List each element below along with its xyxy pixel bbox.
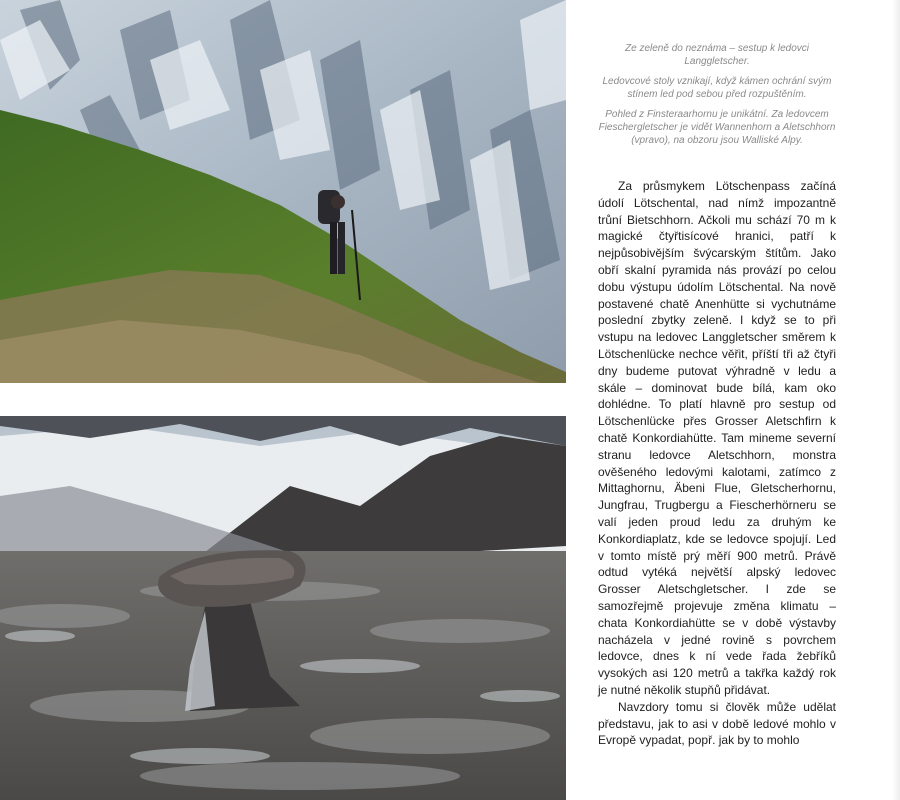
photo-glacier-table: [0, 416, 566, 800]
paragraph-2: Navzdory tomu si člověk může udělat představu, jak to asi v době ledové mohlo v Evropě vypadat, popř. jak by to mohlo: [598, 699, 836, 748]
caption-1: Ze zeleně do neznáma – sestup k ledovci Langgletscher.: [625, 43, 809, 67]
caption-3: Pohled z Finsteraarhornu je unikátní. Za ledovcem Fieschergletscher je vidět Wannenhorn a Aletschhorn (vpravo), na obzoru jsou Walliské Alpy.: [598, 109, 836, 146]
page-edge: [892, 0, 900, 800]
photo-glacier-table-image: [0, 416, 566, 800]
article-body: [598, 178, 836, 749]
photo-hiker-glacier-image: [0, 0, 566, 383]
caption-2: Ledovcové stoly vznikají, když kámen ochrání svým stínem led pod sebou před rozpuštěním.: [602, 76, 832, 100]
photo-hiker-glacier: [0, 0, 566, 383]
photo-captions: [592, 42, 842, 154]
paragraph-1: Za průsmykem Lötschenpass začíná údolí Lötschental, nad nímž impozantně trůní Bietschhorn. Ačkoli mu schází 70 m k magické čtyřtisícové hranici, patří k nejpůsobivějším švýcarským štítům. Jako obří skalní pyramida nás provází po celou dobu výstupu údolím Lötschental. Na nově postavené chatě Anenhütte si vychutnáme poslední zbytky zeleně. I když se to při vstupu na ledovec Langgletscher směrem k Lötschenlücke nechce věřit, příští tři až čtyři dny budeme putovat výhradně v ledu a skále – dominovat bude bílá, kam oko dohlédne. To platí hlavně pro sestup od Lötschenlücke přes Grosser Aletschfirn k chatě Konkordiahütte. Tam mineme severní stranu ledovce Aletschhorn, monstra ověšeného ledovými kalotami, zatímco z Mittaghornu, Äbeni Flue, Gletscherhornu, Jungfrau, Trugbergu a Fiescherhörneru se valí jeden proud ledu za druhým ke Konkordiaplatz, kde se ledovce spojují. Led v tomto místě prý měří 900 metrů. Právě odtud vytéká největší alpský ledovec Grosser Aletschgletscher. I zde se samozřejmě projevuje změna klimatu – chata Konkordiahütte se v době výstavby nacházela v jedné rovině s povrchem ledovce, dnes k ní vede řada žebříků vysokých asi 120 metrů a takřka každý rok je nutné několik stupňů přidávat.: [598, 179, 836, 697]
